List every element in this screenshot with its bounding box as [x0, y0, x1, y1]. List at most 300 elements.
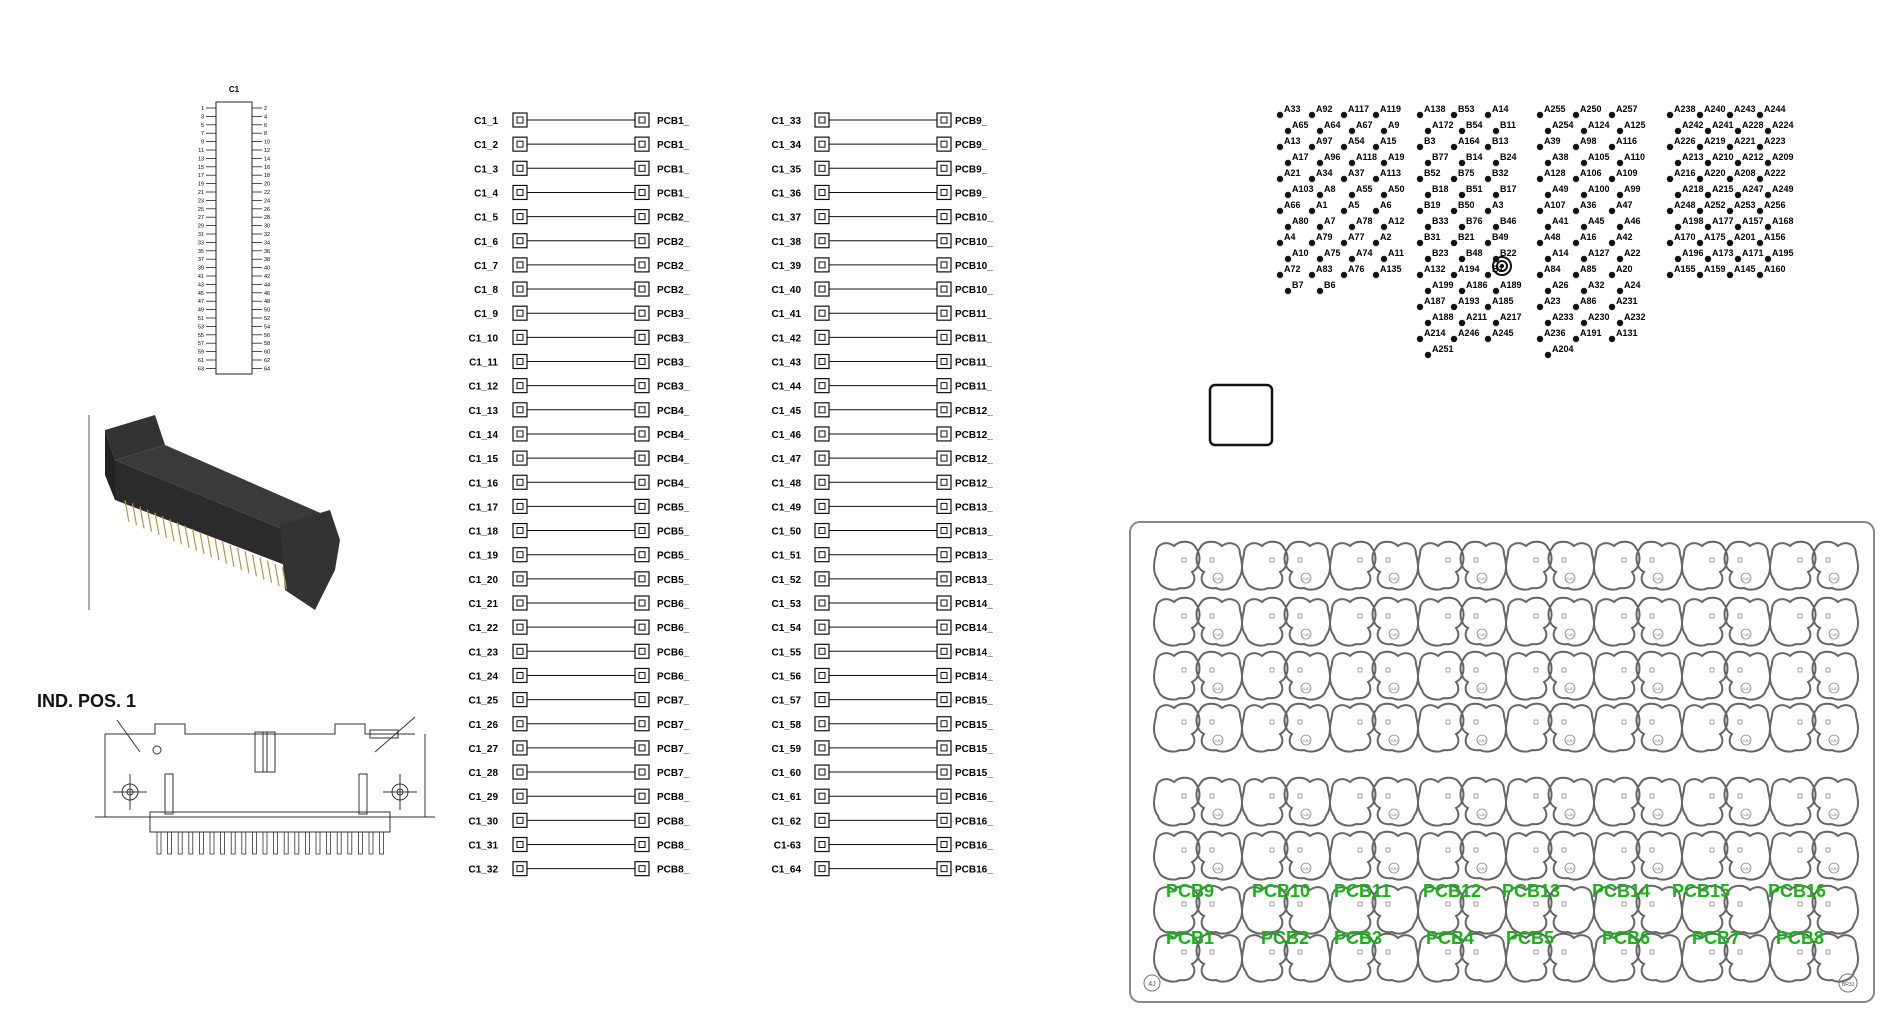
net-row	[469, 668, 690, 682]
probe-label: A222	[1764, 168, 1786, 178]
pad-hole	[517, 431, 523, 437]
probe-label: B51	[1466, 184, 1483, 194]
corner-mark-left: 4J	[1148, 981, 1156, 988]
probe-point	[1277, 168, 1301, 182]
net-row	[474, 113, 690, 127]
probe-point	[1451, 168, 1475, 182]
probe-dot	[1309, 144, 1315, 150]
net-to-label: PCB1_	[657, 140, 690, 152]
probe-dot	[1617, 160, 1623, 166]
fiducial-label: (LA)	[1830, 812, 1838, 817]
probe-dot	[1451, 112, 1457, 118]
probe-dot	[1285, 288, 1291, 294]
probe-point	[1545, 248, 1569, 262]
fiducial-label: (LA)	[1742, 812, 1750, 817]
probe-dot	[1349, 224, 1355, 230]
net-row	[469, 475, 690, 489]
probe-dot	[1493, 160, 1499, 166]
fiducial-label: (LA)	[1654, 738, 1662, 743]
net-from-label: C1_51	[771, 550, 801, 562]
probe-label: B24	[1500, 152, 1517, 162]
probe-point	[1573, 168, 1602, 182]
probe-dot	[1545, 224, 1551, 230]
probe-point	[1459, 120, 1483, 134]
net-row	[474, 137, 690, 151]
photo-pin	[223, 542, 227, 564]
probe-point	[1417, 232, 1441, 246]
probe-dot	[1573, 176, 1579, 182]
probe-dot	[1493, 128, 1499, 134]
probe-label: A109	[1616, 168, 1638, 178]
probe-label: A127	[1588, 248, 1610, 258]
probe-label: A173	[1712, 248, 1734, 258]
connector-ref: C1	[228, 85, 240, 94]
probe-label: A36	[1580, 200, 1597, 210]
net-row	[772, 717, 994, 731]
net-to-label: PCB3_	[657, 333, 690, 345]
probe-dot	[1277, 112, 1283, 118]
probe-point	[1735, 152, 1764, 166]
probe-label: A7	[1324, 216, 1336, 226]
net-from-label: C1_23	[468, 647, 498, 659]
net-to-label: PCB2_	[657, 260, 690, 272]
probe-point	[1425, 152, 1449, 166]
net-to-label: PCB6_	[657, 599, 690, 610]
probe-dot	[1485, 272, 1491, 278]
probe-point	[1317, 280, 1336, 294]
pad-hole	[639, 503, 645, 509]
probe-dot	[1493, 288, 1499, 294]
pad-hole	[941, 117, 947, 123]
probe-dot	[1381, 160, 1387, 166]
probe-label: A107	[1544, 200, 1566, 210]
pin-number: 51	[197, 316, 204, 322]
net-from-label: C1_53	[771, 599, 801, 610]
net-row	[469, 451, 690, 465]
pad-hole	[819, 721, 825, 727]
probe-point	[1537, 200, 1566, 214]
net-to-label: PCB1_	[657, 188, 690, 200]
pin-number: 28	[264, 215, 271, 222]
net-to-label: PCB1_	[657, 116, 690, 127]
probe-dot	[1727, 144, 1733, 150]
pin-number: 6	[264, 122, 268, 129]
probe-dot	[1309, 176, 1315, 182]
probe-label: A8	[1324, 184, 1336, 194]
net-row	[469, 572, 690, 586]
net-to-label: PCB10_	[955, 236, 993, 248]
probe-dot	[1765, 128, 1771, 134]
net-to-label: PCB7_	[657, 743, 690, 755]
photo-pin	[238, 548, 242, 570]
pin-number: 62	[264, 358, 271, 364]
net-to-label: PCB4_	[657, 454, 690, 466]
probe-dot	[1285, 128, 1291, 134]
probe-label: A226	[1674, 136, 1696, 146]
probe-dot	[1697, 208, 1703, 214]
probe-point	[1765, 248, 1794, 262]
pad-hole	[941, 866, 947, 872]
net-to-label: PCB11_	[955, 381, 993, 393]
probe-dot	[1451, 176, 1457, 182]
pin-number: 23	[197, 198, 204, 205]
probe-label: A128	[1544, 168, 1566, 178]
probe-label: A210	[1712, 152, 1734, 162]
net-from-label: C1_12	[468, 381, 498, 393]
pad-hole	[941, 359, 947, 365]
pin-number: 56	[264, 332, 271, 339]
pin-number: 17	[197, 173, 204, 180]
net-row	[469, 789, 690, 803]
pad-hole	[819, 866, 825, 872]
probe-point	[1493, 280, 1522, 294]
probe-point	[1735, 216, 1764, 230]
pad-hole	[941, 310, 947, 316]
fiducial-label: (LA)	[1742, 576, 1750, 581]
netlist-column-1	[469, 113, 690, 876]
pad-hole	[819, 576, 825, 582]
pin-number: 55	[197, 332, 204, 339]
net-from-label: C1_10	[468, 333, 498, 345]
panel-label: PCB7	[1692, 928, 1741, 948]
net-from-label: C1_62	[771, 816, 801, 828]
net-row	[772, 693, 994, 707]
photo-pin	[185, 526, 189, 548]
probe-label: A32	[1588, 280, 1605, 290]
probe-label: A113	[1380, 168, 1402, 178]
pin-number: 11	[198, 148, 204, 154]
probe-point	[1581, 120, 1610, 134]
pad-hole	[639, 117, 645, 123]
probe-dot	[1573, 336, 1579, 342]
side-pin	[231, 832, 235, 854]
net-row	[772, 644, 994, 658]
net-from-label: C1_61	[771, 792, 801, 804]
probe-dot	[1573, 144, 1579, 150]
fiducial-label: (LA)	[1302, 576, 1310, 581]
probe-dot	[1573, 240, 1579, 246]
probe-point	[1697, 136, 1726, 150]
net-to-label: PCB5_	[657, 526, 690, 538]
probe-point	[1727, 264, 1756, 278]
net-from-label: C1_50	[771, 526, 801, 538]
pad-hole	[819, 479, 825, 485]
net-row	[474, 210, 690, 224]
net-from-label: C1_64	[771, 864, 801, 876]
probe-label: A250	[1580, 104, 1602, 114]
pad-hole	[941, 697, 947, 703]
fiducial-label: (LA)	[1390, 576, 1398, 581]
net-to-label: PCB3_	[657, 381, 690, 393]
probe-dot	[1277, 272, 1283, 278]
probe-point	[1545, 184, 1569, 198]
photo-pin	[245, 551, 249, 573]
net-to-label: PCB6_	[657, 623, 690, 635]
panel-label: PCB13	[1502, 881, 1561, 901]
probe-point	[1381, 248, 1404, 262]
probe-dot	[1545, 192, 1551, 198]
probe-dot	[1317, 192, 1323, 198]
probe-point	[1425, 120, 1454, 134]
fiducial-label: (LA)	[1214, 576, 1222, 581]
fiducial-label: (LA)	[1478, 632, 1486, 637]
net-row	[772, 499, 994, 513]
fiducial-label: (LA)	[1302, 812, 1310, 817]
net-to-label: PCB14_	[955, 623, 993, 635]
probe-dot	[1425, 352, 1431, 358]
net-row	[772, 789, 994, 803]
probe-point	[1727, 168, 1756, 182]
probe-point	[1285, 120, 1309, 134]
net-row	[772, 161, 988, 175]
probe-dot	[1537, 304, 1543, 310]
net-row	[469, 330, 690, 344]
probe-point	[1757, 104, 1786, 118]
probe-point	[1417, 264, 1446, 278]
probe-point	[1373, 232, 1392, 246]
pin-number: 29	[197, 223, 204, 230]
probe-dot	[1485, 112, 1491, 118]
probe-label: B22	[1500, 248, 1517, 258]
probe-point	[1459, 248, 1483, 262]
pad-hole	[639, 672, 645, 678]
probe-point	[1617, 280, 1641, 294]
probe-label: A213	[1682, 152, 1704, 162]
probe-point	[1493, 184, 1517, 198]
probe-point	[1417, 200, 1441, 214]
net-to-label: PCB15_	[955, 768, 993, 780]
side-pin	[369, 832, 373, 854]
pin-number: 35	[197, 248, 204, 255]
pad-hole	[517, 383, 523, 389]
probe-point	[1675, 216, 1704, 230]
panel-label: PCB3	[1334, 928, 1383, 948]
net-to-label: PCB12_	[955, 405, 993, 417]
probe-label: A98	[1580, 136, 1597, 146]
probe-point	[1705, 120, 1734, 134]
pad-hole	[819, 793, 825, 799]
probe-point	[1451, 200, 1475, 214]
probe-label: A97	[1316, 136, 1333, 146]
probe-label: A3	[1492, 200, 1504, 210]
probe-point	[1617, 120, 1646, 134]
side-pin	[242, 832, 246, 854]
panel-label: PCB4	[1426, 928, 1475, 948]
net-from-label: C1_46	[771, 429, 801, 441]
net-from-label: C1_31	[468, 840, 498, 852]
probe-point	[1675, 184, 1704, 198]
pad-hole	[517, 721, 523, 727]
probe-point	[1493, 216, 1517, 230]
probe-point	[1537, 104, 1566, 118]
pad-hole	[819, 817, 825, 823]
probe-dot	[1425, 256, 1431, 262]
probe-dot	[1705, 128, 1711, 134]
net-from-label: C1_29	[468, 792, 498, 804]
probe-point	[1757, 168, 1786, 182]
probe-label: A204	[1552, 344, 1574, 354]
probe-point	[1493, 312, 1522, 326]
probe-label: A164	[1458, 136, 1480, 146]
probe-label: A186	[1466, 280, 1488, 290]
net-row	[469, 427, 690, 441]
pad-hole	[639, 238, 645, 244]
probe-dot	[1349, 256, 1355, 262]
pin-number: 60	[264, 349, 271, 356]
pad-hole	[819, 310, 825, 316]
probe-dot	[1609, 112, 1615, 118]
probe-label: A49	[1552, 184, 1569, 194]
probe-dot	[1373, 272, 1379, 278]
probe-label: A238	[1674, 104, 1696, 114]
probe-point	[1581, 152, 1610, 166]
net-row	[772, 451, 994, 465]
pin-number: 39	[197, 265, 204, 272]
net-from-label: C1_9	[474, 309, 498, 321]
probe-dot	[1417, 336, 1423, 342]
probe-dot	[1735, 256, 1741, 262]
probe-point	[1581, 184, 1610, 198]
probe-label: A236	[1544, 328, 1566, 338]
probe-label: B13	[1492, 136, 1509, 146]
probe-dot	[1425, 288, 1431, 294]
net-to-label: PCB9_	[955, 188, 988, 200]
probe-dot	[1609, 336, 1615, 342]
probe-point	[1381, 216, 1405, 230]
probe-label: B6	[1324, 280, 1336, 290]
probe-dot	[1545, 128, 1551, 134]
probe-label: B46	[1500, 216, 1517, 226]
probe-dot	[1757, 240, 1763, 246]
net-row	[772, 258, 994, 272]
pad-hole	[639, 407, 645, 413]
pad-hole	[941, 528, 947, 534]
probe-label: A138	[1424, 104, 1446, 114]
probe-dot	[1425, 192, 1431, 198]
pin-number: 45	[197, 290, 204, 297]
net-from-label: C1_54	[771, 623, 801, 635]
fiducial-label: (LA)	[1830, 576, 1838, 581]
probe-label: B19	[1424, 200, 1441, 210]
probe-point	[1705, 216, 1734, 230]
pin-number: 4	[264, 114, 268, 121]
probe-dot	[1581, 288, 1587, 294]
net-to-label: PCB10_	[955, 212, 993, 224]
probe-label: B76	[1466, 216, 1483, 226]
net-row	[772, 427, 994, 441]
pad-hole	[517, 310, 523, 316]
pin-number: 19	[197, 181, 204, 188]
net-from-label: C1_56	[771, 671, 801, 683]
net-row	[772, 475, 994, 489]
panel-label: PCB12	[1423, 881, 1482, 901]
probe-point	[1581, 248, 1610, 262]
pin-number: 64	[264, 366, 271, 373]
net-from-label: C1_33	[771, 116, 801, 127]
probe-point	[1537, 136, 1561, 150]
probe-dot	[1373, 112, 1379, 118]
probe-point	[1573, 328, 1602, 342]
probe-dot	[1459, 320, 1465, 326]
probe-label: A252	[1704, 200, 1726, 210]
net-row	[772, 330, 993, 344]
netlist-schematic	[465, 110, 1025, 890]
pad-hole	[517, 455, 523, 461]
probe-dot	[1317, 160, 1323, 166]
net-to-label: PCB1_	[657, 164, 690, 176]
probe-label: A223	[1764, 136, 1786, 146]
pin-number: 59	[197, 349, 204, 356]
probe-dot	[1277, 176, 1283, 182]
net-row	[469, 355, 690, 369]
probe-point	[1757, 232, 1786, 246]
probe-label: A4	[1284, 232, 1296, 242]
probe-dot	[1309, 240, 1315, 246]
pad-hole	[941, 165, 947, 171]
pin-number: 27	[197, 215, 204, 222]
probe-label: B3	[1424, 136, 1436, 146]
net-from-label: C1_15	[468, 454, 498, 466]
pad-hole	[639, 648, 645, 654]
probe-dot	[1459, 288, 1465, 294]
probe-label: A11	[1388, 248, 1405, 258]
pcb-panel	[1128, 520, 1876, 1006]
probe-dot	[1537, 272, 1543, 278]
photo-pin	[200, 532, 204, 554]
pin-number: 21	[197, 190, 204, 196]
net-from-label: C1_17	[468, 502, 498, 514]
pin-number: 57	[197, 341, 204, 348]
probe-point	[1537, 168, 1566, 182]
pad-hole	[819, 189, 825, 195]
probe-point	[1727, 232, 1756, 246]
probe-dot	[1697, 144, 1703, 150]
pin-number: 9	[200, 139, 204, 146]
net-from-label: C1_59	[771, 743, 801, 755]
probe-label: A85	[1580, 264, 1597, 274]
pad-hole	[517, 189, 523, 195]
probe-label: A16	[1580, 232, 1597, 242]
fiducial-label: (LA)	[1302, 632, 1310, 637]
probe-dot	[1373, 208, 1379, 214]
probe-point	[1341, 168, 1365, 182]
probe-point	[1617, 216, 1641, 230]
probe-dot	[1667, 272, 1673, 278]
fiducial-label: (LA)	[1478, 812, 1486, 817]
pad-hole	[517, 817, 523, 823]
probe-point	[1675, 120, 1704, 134]
probe-point	[1705, 248, 1734, 262]
probe-label: A242	[1682, 120, 1704, 130]
probe-point	[1727, 200, 1756, 214]
pad-hole	[819, 141, 825, 147]
net-to-label: PCB8_	[657, 816, 690, 828]
pin-number: 32	[264, 232, 271, 238]
probe-label: A240	[1704, 104, 1726, 114]
probe-point	[1667, 104, 1696, 118]
probe-dot	[1705, 192, 1711, 198]
probe-point	[1425, 280, 1454, 294]
probe-dot	[1451, 144, 1457, 150]
probe-label: A20	[1616, 264, 1633, 274]
side-pin	[252, 832, 256, 854]
net-to-label: PCB6_	[657, 647, 690, 659]
fiducial-label: (LA)	[1214, 738, 1222, 743]
net-to-label: PCB13_	[955, 550, 993, 562]
pad-hole	[819, 745, 825, 751]
probe-dot	[1381, 256, 1387, 262]
probe-label: A55	[1356, 184, 1373, 194]
